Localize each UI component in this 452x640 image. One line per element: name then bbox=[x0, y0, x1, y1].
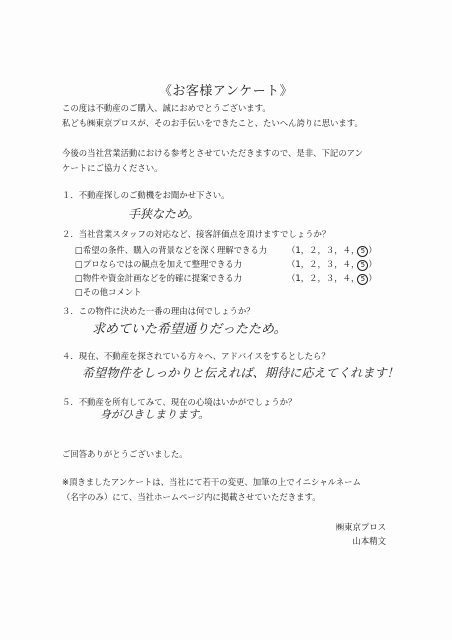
note-line-1: ※頂きましたアンケートは、当社にて若干の変更、加筆の上でイニシャルネーム bbox=[62, 477, 361, 487]
note-line-2: （名字のみ）にて、当社ホームページ内に掲載させていただきます。 bbox=[62, 492, 321, 502]
rating-label: □プロならではの観点を加えて整理できる力 bbox=[75, 259, 242, 269]
answer-3: 求めていた希望通りだったため。 bbox=[92, 322, 287, 337]
rating-scale: （1，２，３，４，5 ） bbox=[287, 259, 377, 269]
question-4: ４．現在、不動産を探されている方々へ、アドバイスをするとしたら？ bbox=[62, 351, 330, 361]
question-5: ５．不動産を所有してみて、現在の心境はいかがでしょうか？ bbox=[62, 397, 297, 407]
page-title: 《お客様アンケート》 bbox=[158, 84, 294, 99]
selected-rating: 5 bbox=[357, 274, 368, 285]
answer-1: 手狭なため。 bbox=[128, 207, 200, 221]
question-2: ２．当社営業スタッフの対応など、接客評価点を頂けますでしょうか？ bbox=[62, 229, 331, 239]
intro-line-2: 私ども㈱東京プロスが、そのお手伝いをできたこと、たいへん誇りに思います。 bbox=[62, 118, 363, 128]
question-3: ３．この物件に決めた一番の理由は何でしょうか？ bbox=[62, 306, 255, 316]
question-1: １．不動産探しのご動機をお聞かせ下さい。 bbox=[62, 190, 230, 200]
selected-rating: 5 bbox=[357, 246, 368, 257]
rating-scale: （1，２，３，４，5 ） bbox=[287, 273, 377, 283]
answer-4: 希望物件をしっかりと伝えれば、期待に応えてくれます！ bbox=[82, 366, 399, 380]
rating-label: □物件や資金計画などを的確に提案できる力 bbox=[75, 273, 243, 283]
request-line-2: ケートにご協力ください。 bbox=[62, 163, 163, 173]
questionnaire-sheet: 《お客様アンケート》 この度は不動産のご購入、誠におめでとうございます。 私ども㈱東京プロスが、そのお手伝いをできたこと、たいへん誇りに思います。 今後の当社営業活動における参考とさせていただきますので、是非、下記のアン ケートにご協力ください。 １．不動産探しのご動機をお聞かせ下さい。 手狭なため。 ２．当社営業スタッフの対応など、接客評価点を頂けますでしょうか？ □希望の条件、購入の背景などを深く理解できる力 （1，２，３，４，5 ） □プロならではの観点を加えて整理できる力 （1，２，３，４，5 ） □物件や資金計画などを的確に提案できる力 （1，２，３，４，5 ） □その他コメント ３．この物件に決めた一番の理由は何でしょうか？ 求めていた希望通りだったため。 ４．現在、不動産を探されている方々へ、アドバイスをするとしたら？ 希望物件をしっかりと伝えれば、期待に応えてくれます！ ５．不動産を所有してみて、現在の心境はいかがでしょうか？ 身がひきしまります。 ご回答ありがとうございました。 ※頂きましたアンケートは、当社にて若干の変更、加筆の上でイニシャルネーム （名字のみ）にて、当社ホームページ内に掲載させていただきます。 ㈱東京プロス 山本精文 bbox=[0, 0, 452, 640]
rating-label: □希望の条件、購入の背景などを深く理解できる力 bbox=[75, 245, 268, 255]
request-line-1: 今後の当社営業活動における参考とさせていただきますので、是非、下記のアン bbox=[62, 148, 363, 158]
intro-line-1: この度は不動産のご購入、誠におめでとうございます。 bbox=[62, 103, 271, 113]
selected-rating: 5 bbox=[357, 260, 368, 271]
answer-5: 身がひきしまります。 bbox=[100, 408, 210, 421]
thanks-message: ご回答ありがとうございました。 bbox=[62, 449, 188, 459]
rating-scale: （1，２，３，４，5 ） bbox=[287, 245, 377, 255]
signature-person: 山本精文 bbox=[352, 536, 386, 546]
signature-company: ㈱東京プロス bbox=[335, 522, 386, 532]
